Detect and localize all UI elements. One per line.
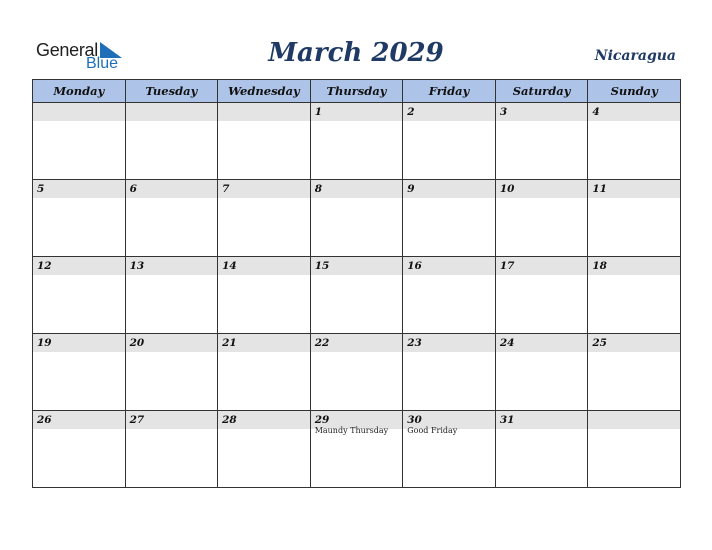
day-number (33, 103, 125, 121)
weekday-header-row (33, 80, 681, 103)
day-number: 11 (588, 180, 680, 198)
day-number: 30 (403, 411, 495, 429)
day-cell (403, 257, 496, 334)
day-number: 3 (496, 103, 588, 121)
day-number: 28 (218, 411, 310, 429)
day-number: 6 (126, 180, 218, 198)
weekday-header: Sunday (588, 80, 681, 103)
calendar-grid (32, 79, 681, 488)
week-row (33, 103, 681, 180)
week-row (33, 180, 681, 257)
day-cell (33, 334, 126, 411)
day-number: 8 (311, 180, 403, 198)
week-row (33, 257, 681, 334)
holiday-label: Maundy Thursday (314, 426, 389, 435)
day-cell (588, 334, 681, 411)
day-number: 31 (496, 411, 588, 429)
day-number: 17 (496, 257, 588, 275)
day-cell (33, 257, 126, 334)
holiday-label: Good Friday (407, 426, 458, 435)
day-cell (125, 334, 218, 411)
day-cell (125, 257, 218, 334)
day-cell (495, 257, 588, 334)
day-cell (310, 180, 403, 257)
day-cell (588, 103, 681, 180)
day-cell (588, 411, 681, 488)
day-cell (495, 103, 588, 180)
day-cell (218, 411, 311, 488)
day-number: 22 (311, 334, 403, 352)
day-cell (33, 180, 126, 257)
day-cell (310, 334, 403, 411)
day-number: 16 (403, 257, 495, 275)
weekday-header: Saturday (495, 80, 588, 103)
day-cell (588, 180, 681, 257)
day-cell (403, 411, 496, 488)
weekday-header: Tuesday (125, 80, 218, 103)
week-row (33, 411, 681, 488)
day-number: 26 (33, 411, 125, 429)
day-cell (218, 257, 311, 334)
day-number: 23 (403, 334, 495, 352)
day-cell (218, 180, 311, 257)
day-number: 29 (311, 411, 403, 429)
day-cell (310, 103, 403, 180)
day-number: 1 (311, 103, 403, 121)
day-number: 5 (33, 180, 125, 198)
day-cell (588, 257, 681, 334)
day-number: 14 (218, 257, 310, 275)
weekday-header: Thursday (310, 80, 403, 103)
day-cell (218, 103, 311, 180)
day-number: 10 (496, 180, 588, 198)
calendar-title: March 2029 (268, 38, 444, 68)
day-number: 13 (126, 257, 218, 275)
day-number (218, 103, 310, 121)
day-number: 18 (588, 257, 680, 275)
day-number (126, 103, 218, 121)
day-cell (310, 411, 403, 488)
weekday-header: Monday (33, 80, 126, 103)
weekday-header: Wednesday (218, 80, 311, 103)
day-cell (403, 180, 496, 257)
day-number: 2 (403, 103, 495, 121)
day-cell (403, 334, 496, 411)
logo-text-general: General (36, 40, 98, 60)
weekday-header: Friday (403, 80, 496, 103)
day-cell (495, 411, 588, 488)
day-cell (403, 103, 496, 180)
day-number: 9 (403, 180, 495, 198)
day-number (588, 411, 680, 429)
day-number: 7 (218, 180, 310, 198)
day-number: 27 (126, 411, 218, 429)
week-row (33, 334, 681, 411)
day-cell (310, 257, 403, 334)
day-cell (495, 334, 588, 411)
day-number: 15 (311, 257, 403, 275)
day-cell (33, 103, 126, 180)
day-cell (495, 180, 588, 257)
day-cell (125, 411, 218, 488)
day-number: 19 (33, 334, 125, 352)
calendar-body (33, 103, 681, 488)
day-cell (33, 411, 126, 488)
day-cell (218, 334, 311, 411)
day-number: 4 (588, 103, 680, 121)
day-cell (125, 103, 218, 180)
country-label: Nicaragua (594, 48, 676, 64)
day-number: 21 (218, 334, 310, 352)
day-number: 24 (496, 334, 588, 352)
day-number: 12 (33, 257, 125, 275)
logo-text-blue: Blue (86, 55, 119, 72)
day-cell (125, 180, 218, 257)
day-number: 20 (126, 334, 218, 352)
day-number: 25 (588, 334, 680, 352)
